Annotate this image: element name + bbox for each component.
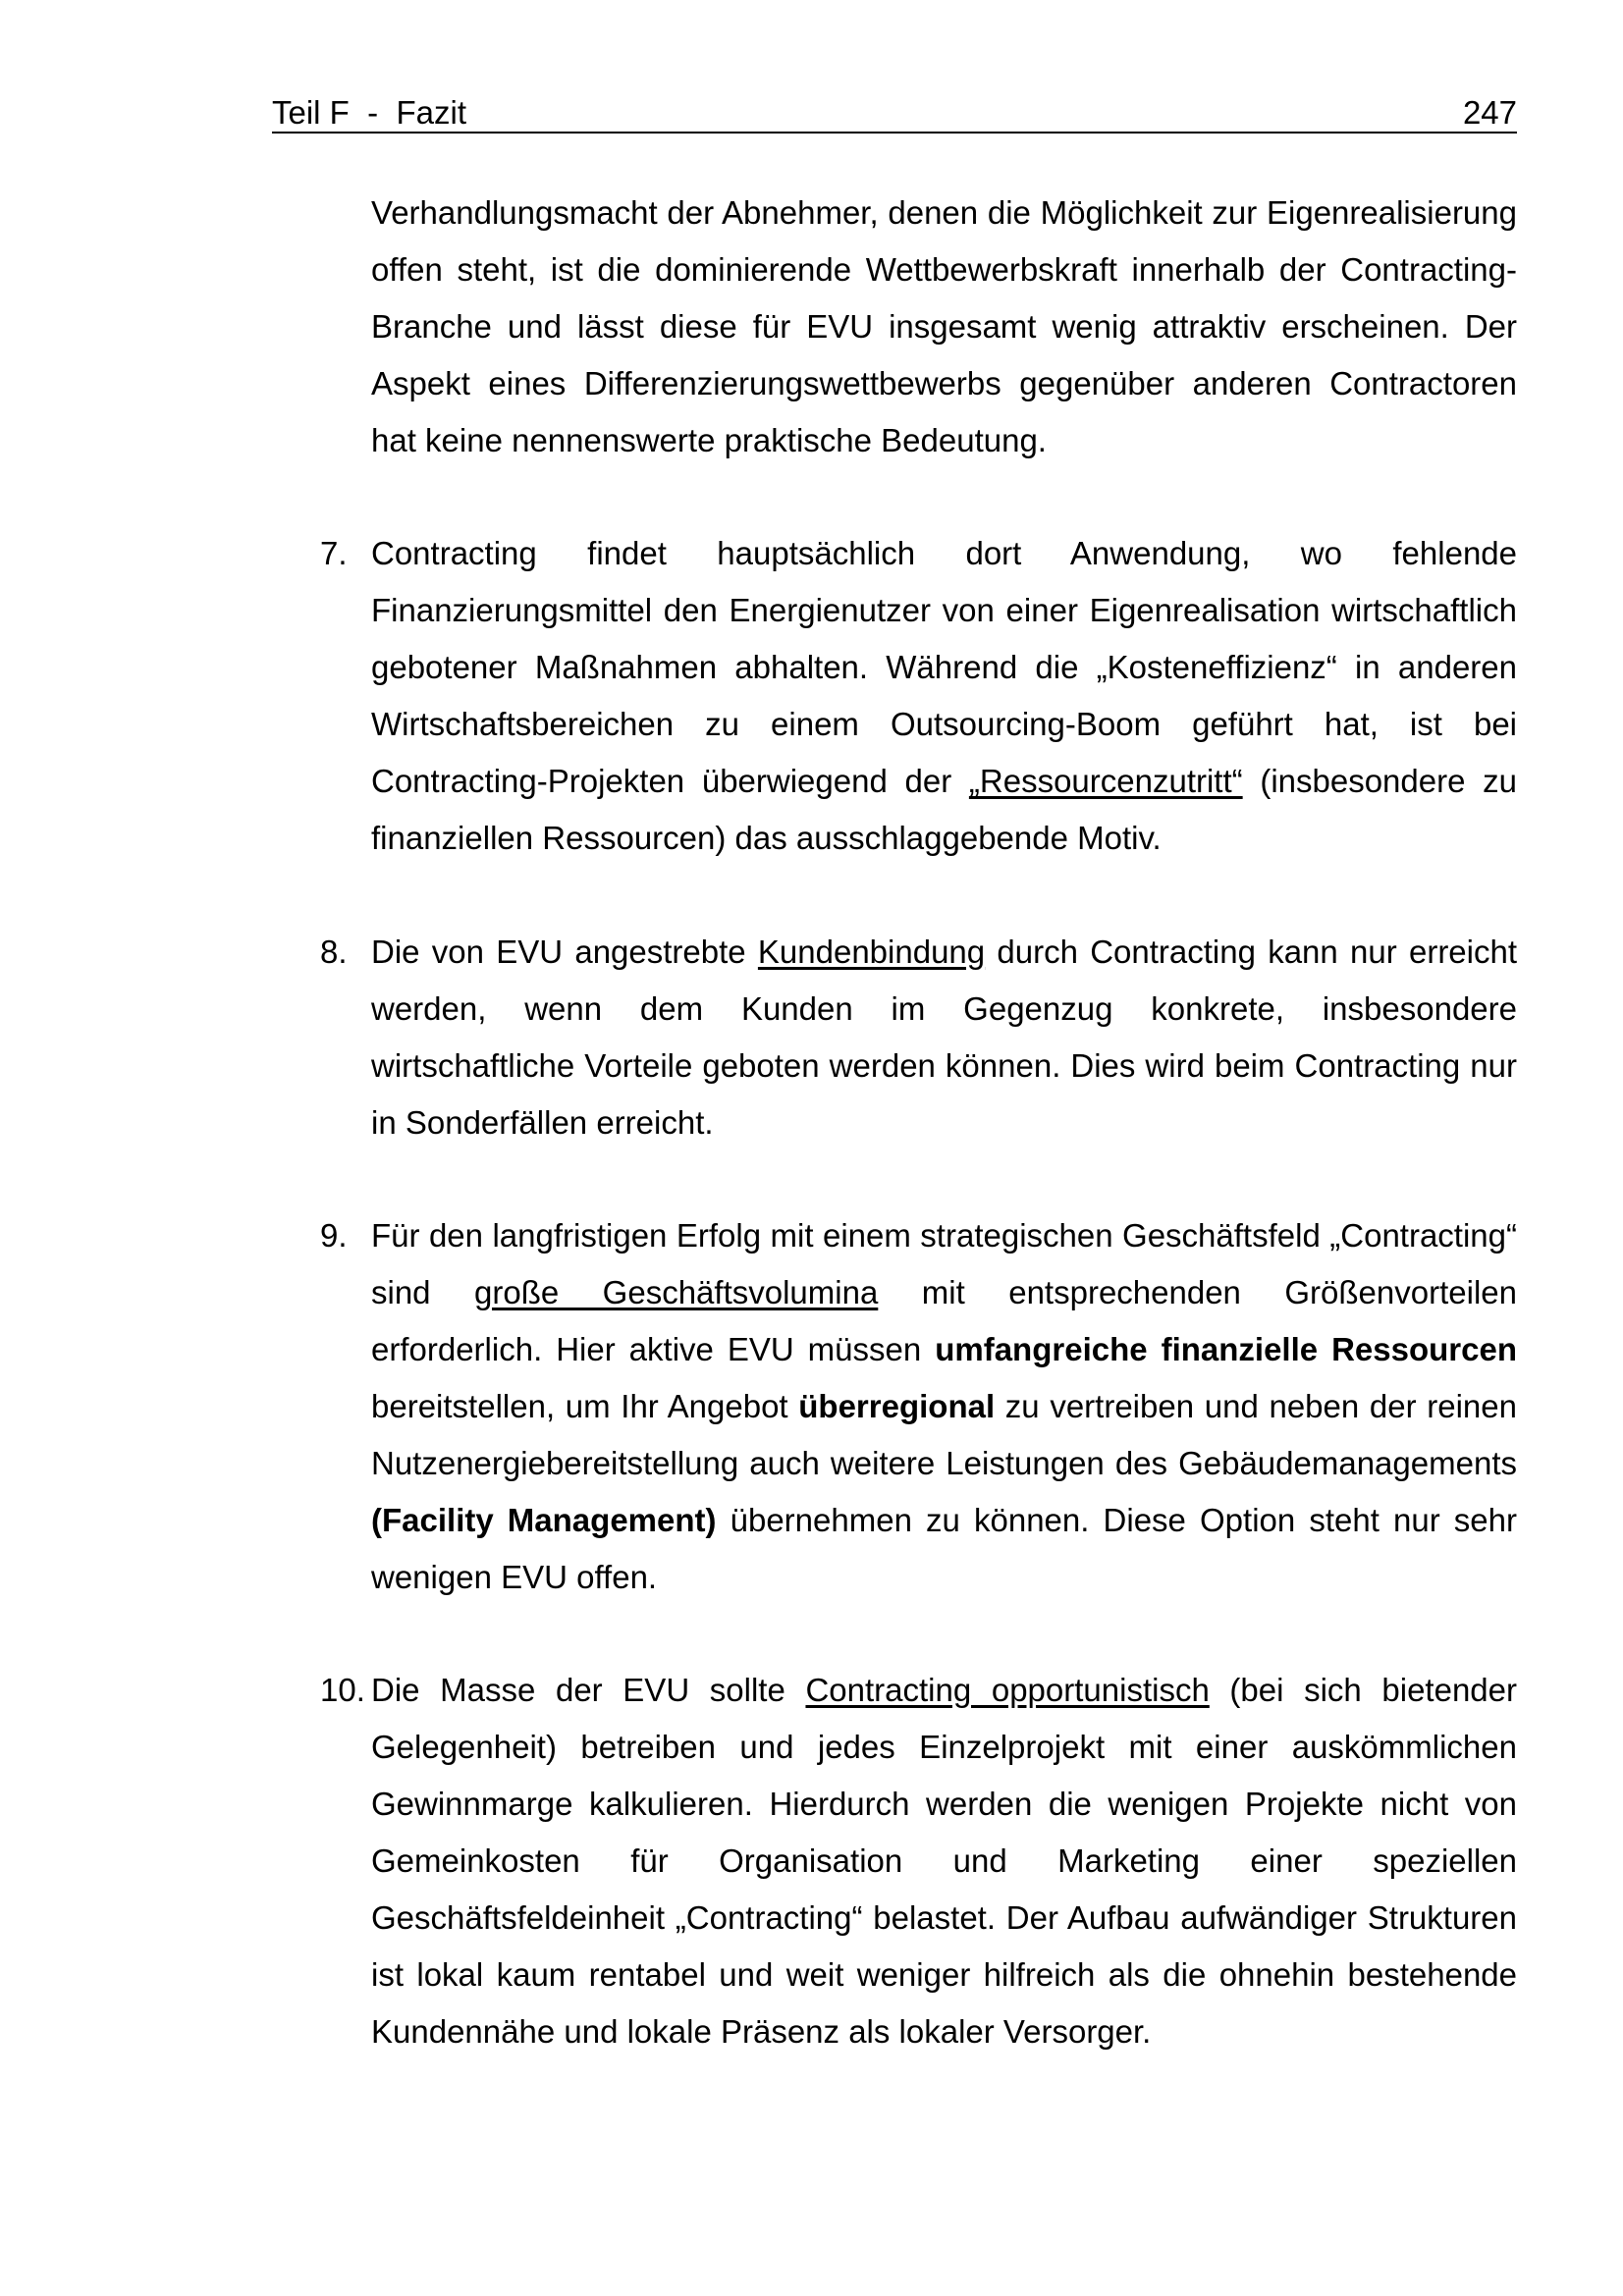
page-header — [272, 94, 1517, 133]
header-title: Teil F - Fazit — [272, 94, 467, 131]
underlined-term: „Ressourcenzutritt“ — [968, 763, 1243, 799]
list-item-text: Contracting findet hauptsächlich dort Anwendung, wo fehlende Finanzierungsmittel den Energienutzer von einer Eigenrealisation wirtschaftlich gebotener Maßnahmen abhalten. Während die „Kosteneffizienz“ in anderen Wirtschaftsbereichen zu einem Outsourcing-Boom geführt hat, ist bei Contracting-Projekten überwiegend der „Ressourcenzutritt“ (insbesondere zu finanziellen Ressourcen) das ausschlaggebende Motiv. — [371, 535, 1517, 856]
bold-term: umfangreiche finanzielle Ressourcen — [935, 1331, 1517, 1367]
list-item-number: 9. — [320, 1217, 348, 1254]
underlined-term: große Geschäftsvolumina — [474, 1274, 879, 1310]
list-item-8 — [320, 924, 1517, 1151]
list-item-10 — [320, 1662, 1517, 2060]
list-item-9 — [320, 1207, 1517, 1606]
list-item-text: Für den langfristigen Erfolg mit einem strategischen Geschäftsfeld „Contracting“ sind große Geschäftsvolumina mit entsprechenden Größenvorteilen erforderlich. Hier aktive EVU müssen umfangreiche finanzielle Ressourcen bereitstellen, um Ihr Angebot überregional zu vertreiben und neben der reinen Nutzenergiebereitstellung auch weitere Leistungen des Gebäudemanagements (Facility Management) übernehmen zu können. Diese Option steht nur sehr wenigen EVU offen. — [371, 1217, 1517, 1595]
list-item-text: Die Masse der EVU sollte Contracting opportunistisch (bei sich bietender Gelegenheit) betreiben und jedes Einzelprojekt mit einer auskömmlichen Gewinnmarge kalkulieren. Hierdurch werden die wenigen Projekte nicht von Gemeinkosten für Organisation und Marketing einer speziellen Geschäftsfeldeinheit „Contracting“ belastet. Der Aufbau aufwändiger Strukturen ist lokal kaum rentabel und weit weniger hilfreich als die ohnehin bestehende Kundennähe und lokale Präsenz als lokaler Versorger. — [371, 1672, 1518, 2050]
page-number: 247 — [1462, 94, 1517, 131]
list-item-7 — [320, 525, 1517, 867]
underlined-term: Kundenbindung — [757, 934, 986, 970]
bold-term: überregional — [798, 1388, 996, 1424]
list-item-number: 7. — [320, 535, 348, 571]
list-item-number: 8. — [320, 934, 348, 970]
list-item-number: 10. — [320, 1672, 365, 1708]
bold-term: (Facility Management) — [371, 1502, 717, 1538]
list-item-text: Die von EVU angestrebte Kundenbindung durch Contracting kann nur erreicht werden, wenn dem Kunden im Gegenzug konkrete, insbesondere wirtschaftliche Vorteile geboten werden können. Dies wird beim Contracting nur in Sonderfällen erreicht. — [371, 934, 1518, 1141]
intro-paragraph: Verhandlungsmacht der Abnehmer, denen die Möglichkeit zur Eigenrealisierung offen steht, ist die dominierende Wettbewerbskraft innerhalb der Contracting-Branche und lässt diese für EVU insgesamt wenig attraktiv erscheinen. Der Aspekt eines Differenzierungswettbewerbs gegenüber anderen Contractoren hat keine nennenswerte praktische Bedeutung. — [371, 194, 1517, 458]
underlined-term: Contracting opportunistisch — [805, 1672, 1210, 1708]
